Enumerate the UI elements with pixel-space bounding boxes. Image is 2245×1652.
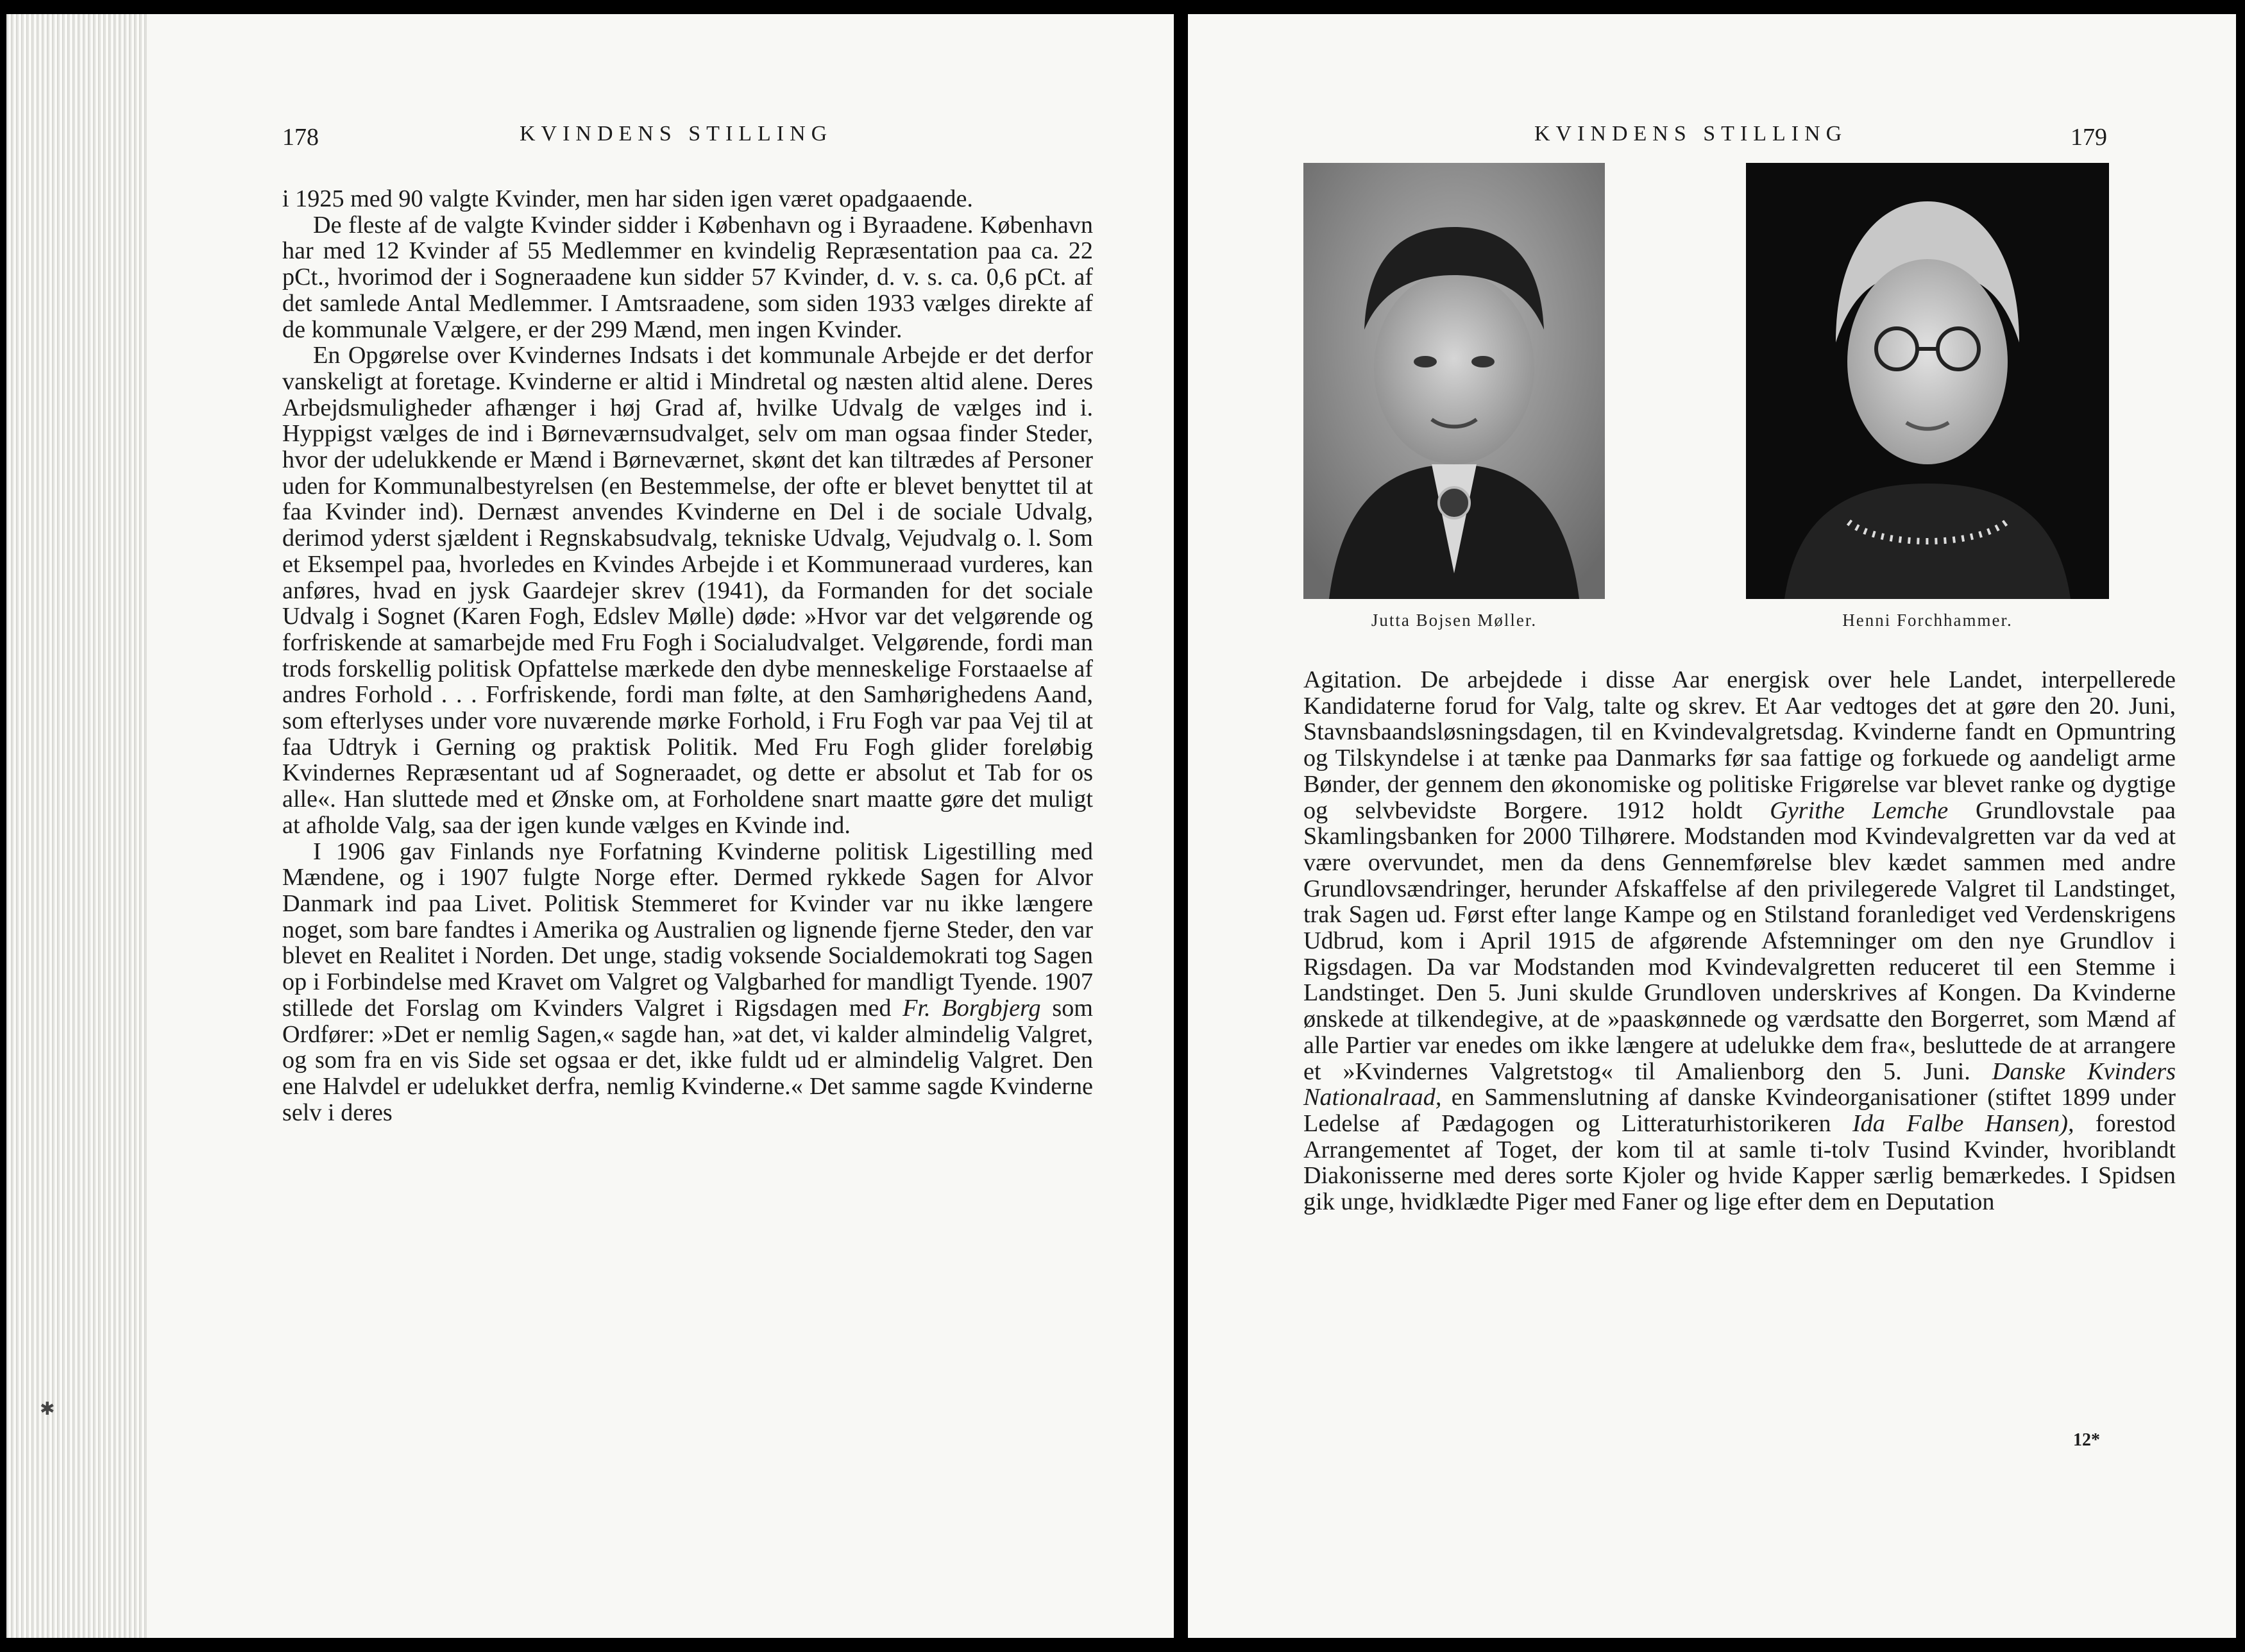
photo-caption-left: Jutta Bojsen Møller. <box>1371 611 1538 630</box>
person-name: Ida Falbe Hansen), <box>1852 1109 2074 1137</box>
text-run: I 1906 gav Finlands nye Forfatning Kvinderne politisk Ligestilling med Mændene, og i 1907 fulgte Norge efter. Dermed rykkede Sagen for Alvor Danmark ind paa Livet. Politisk Stemmeret for Kvinder var nu ikke længere noget, som bare fandtes i Amerika og Australien og lignende fjerne Steder, den var blevet en Realitet i Norden. Det unge, stadig voksende Socialdemokrati tog Sagen op i Forbindelse med Kravet om Valgret og Valgbarhed for mandligt Tyende. 1907 stillede det Forslag om Kvinders Valgret i Rigsdagen med <box>282 838 1093 1022</box>
portrait-photo-left <box>1303 163 1605 599</box>
paragraph: De fleste af de valgte Kvinder sidder i København og i Byraadene. København har med 12 Kvinder af 55 Medlemmer en kvindelig Repræsentation paa ca. 22 pCt., hvorimod der i Sogneraadene kun sidder 57 Kvinder, d. v. s. ca. 0,6 pCt. af det samlede Antal Medlemmer. I Amtsraadene, som siden 1933 vælges direkte af de kommunale Vælgere, er der 299 Mænd, men ingen Kvinder. <box>282 211 1093 343</box>
text-run: som Ordfører: »Det er nemlig Sagen,« sagde han, »at det, vi kalder almindelig Valgret, og som fra en vis Side set ogsaa er det, ikke fuldt ud er almindelig Valgret. Den ene Halvdel er udelukket derfra, nemlig Kvinderne.« Det samme sagde Kvinderne selv i deres <box>282 994 1093 1126</box>
text-run: Grundlovstale paa Skamlingsbanken for 2000 Tilhørere. Modstanden mod Kvindevalgretten var da ved at være overvundet, men da dens Gennemførelse blev kædet sammen med andre Grundlovsændringer, herunder Afskaffelse af den privilegerede Valgret til Landstinget, trak Sagen ud. Først efter lange Kampe og en Stilstand foranlediget ved Verdenskrigens Udbrud, kom i April 1915 de afgørende Afstemninger om den nye Grundlov i Rigsdagen. Da var Modstanden mod Kvindevalgretten reduceret til een Stemme i Landstinget. Den 5. Juni skulde Grundloven underskrives af Kongen. Da Kvinderne ønskede at tilkendegive, at de »paaskønnede og værdsatte den Borgerret, som Mænd af alle Partier var enedes om ikke længere at udelukke dem fra«, besluttede de at arrangere et »Kvindernes Valgretstog« til Amalienborg den 5. Juni. <box>1303 796 2176 1085</box>
text-run: forestod Arrangementet af Toget, der kom til at samle ti-tolv Tusind Kvinder, hvoriblandt Diakonisserne med deres sorte Kjoler og hvide Kapper særlig bemærkedes. I Spidsen gik unge, hvidklædte Piger med Faner og lige efter dem en Deputation <box>1303 1109 2176 1216</box>
margin-mark: ✱ <box>40 1398 55 1419</box>
left-page <box>6 14 1174 1638</box>
person-name: Fr. Borgbjerg <box>902 994 1041 1022</box>
signature-mark: 12* <box>2073 1430 2100 1450</box>
organization-name: Danske Kvinders Nationalraad, <box>1303 1058 2176 1111</box>
person-name: Gyrithe Lemche <box>1770 796 1949 824</box>
portrait-image <box>1746 163 2109 599</box>
paragraph <box>282 839 1093 1126</box>
right-page <box>1188 14 2236 1638</box>
left-body-text <box>282 186 1093 1125</box>
portrait-image <box>1303 163 1605 599</box>
right-body-text <box>1303 667 2176 1215</box>
running-title-left: KVINDENS STILLING <box>520 122 833 146</box>
paragraph <box>1303 667 2176 1215</box>
text-run: en Sammenslutning af danske Kvindeorganisationer (stiftet 1899 under Ledelse af Pædagogen og Litteraturhistorikeren <box>1303 1084 2176 1137</box>
portrait-photo-right <box>1746 163 2109 599</box>
page-number-right: 179 <box>2071 124 2107 151</box>
page-edge-stack <box>6 14 148 1638</box>
photo-caption-right: Henni Forchhammer. <box>1842 611 2013 630</box>
page-number-left: 178 <box>282 124 319 151</box>
paragraph: En Opgørelse over Kvindernes Indsats i det kommunale Arbejde er det derfor vanskeligt at foretage. Kvinderne er altid i Mindretal og næsten altid alene. Deres Arbejdsmuligheder afhænger i høj Grad af, hvilke Udvalg de vælges ind i. Hyppigst vælges de ind i Børneværnsudvalget, selv om man ogsaa finder Steder, hvor der udelukkende er Mænd i Børneværnet, skønt det kan tiltrædes af Personer uden for Kommunalbestyrelsen (en Bestemmelse, der ofte er blevet benyttet til at faa Kvinder ind). Dernæst anvendes Kvinderne en Del i de sociale Udvalg, derimod yderst sjældent i Regnskabsudvalg, tekniske Udvalg, Vejudvalg o. l. Som et Eksempel paa, hvorledes en Kvindes Arbejde i et Kommuneraad vurderes, kan anføres, hvad en jysk Gaardejer skrev (1941), da Formanden for det sociale Udvalg i Sognet (Karen Fogh, Edslev Mølle) døde: »Hvor var det velgørende og forfriskende at samarbejde med Fru Fogh i Socialudvalget. Velgørende, fordi man trods forskellig politisk Opfattelse mærkede den dybe menneskelige Forstaaelse af andres Forhold . . . Forfriskende, fordi man følte, at den Samhørighedens Aand, som efterlyses under vore nuværende mørke Forhold, i Fru Fogh var paa Vej til at faa Udtryk i Gerning og praktisk Politik. Med Fru Fogh glider foreløbig Kvindernes Repræsentant ud af Sogneraadet, og dette er absolut et Tab for os alle«. Han sluttede med et Ønske om, at Forholdene snart maatte gøre det muligt at afholde Valg, saa der igen kunde vælges en Kvinde ind. <box>282 342 1093 839</box>
text-run: Agitation. De arbejdede i disse Aar energisk over hele Landet, interpellerede Kandidaterne forud for Valg, talte og skrev. Et Aar vedtoges det at gøre den 20. Juni, Stavnsbaandsløsningsdagen, til en Kvindevalgretsdag. Kvinderne fandt en Opmuntring og Tilskyndelse i at tænke paa Danmarks før saa fattige og forkuede og aandeligt arme Bønder, der gennem den økonomiske og politiske Frigørelse var blevet ranke og dygtige og selvbevidste Borgere. 1912 holdt <box>1303 666 2176 824</box>
running-title-right: KVINDENS STILLING <box>1534 122 1848 146</box>
paragraph: i 1925 med 90 valgte Kvinder, men har siden igen været opadgaaende. <box>282 185 973 212</box>
